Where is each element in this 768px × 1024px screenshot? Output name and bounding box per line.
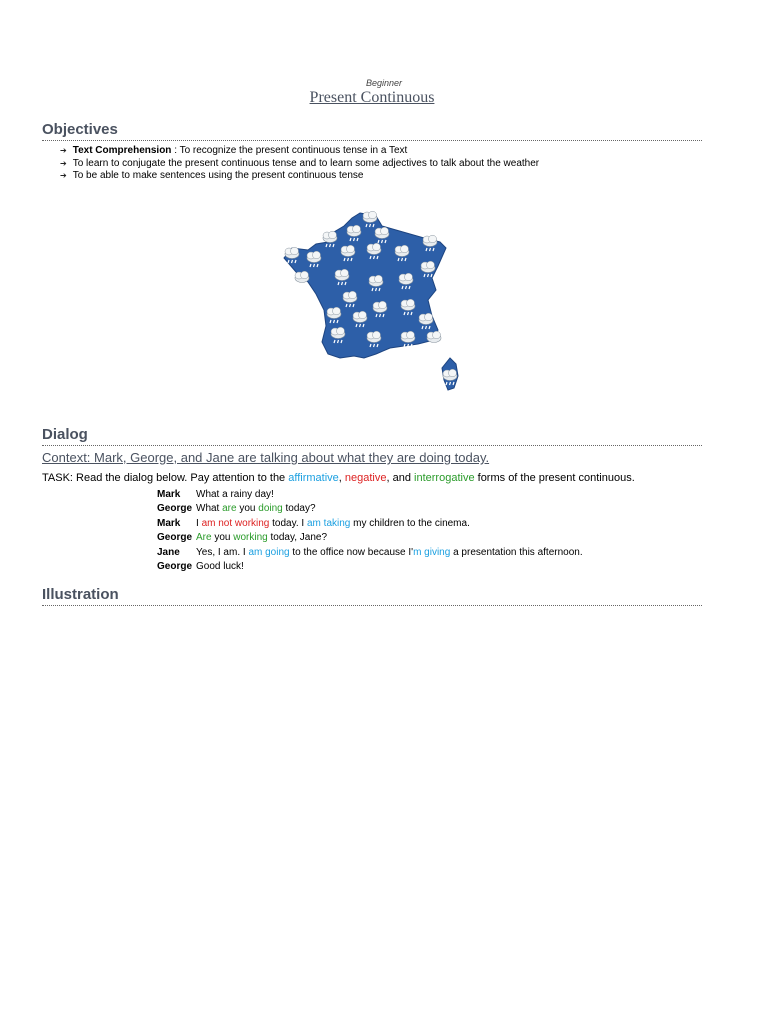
objectives-list (60, 145, 539, 183)
illustration-heading: Illustration (42, 586, 702, 606)
dialog-text: What a rainy day! (196, 488, 274, 500)
dialog-text: Yes, I am. I am going to the office now because I'm giving a presentation this afternoon. (196, 546, 583, 558)
page-title: Present Continuous (309, 89, 435, 106)
dialog-line (157, 531, 583, 546)
level-label: Beginner (365, 78, 403, 88)
interrogative-label: interrogative (414, 472, 475, 484)
france-shape (284, 213, 446, 358)
dialog-task: TASK: Read the dialog below. Pay attention to the affirmative, negative, and interrogative forms of the present continuous. (42, 472, 635, 484)
speaker-name: Mark (157, 517, 181, 529)
dialog-line (157, 487, 583, 502)
objective-text: To learn to conjugate the present continuous tense and to learn some adjectives to talk about the weather (72, 157, 540, 169)
affirmative-label: affirmative (288, 472, 339, 484)
dialog-line (157, 545, 583, 560)
dialog-lines (157, 487, 583, 574)
dialog-text: Are you working today, Jane? (196, 532, 328, 544)
arrow-bullet-icon: ➔ (60, 146, 67, 155)
dialog-heading: Dialog (42, 426, 702, 446)
dialog-text: What are you doing today? (196, 503, 316, 515)
dialog-context: Context: Mark, George, and Jane are talking about what they are doing today. (42, 450, 490, 465)
objective-item (60, 170, 539, 183)
objective-item (60, 145, 539, 158)
dialog-text: Good luck! (196, 561, 244, 573)
objective-bold: Text Comprehension (72, 145, 172, 156)
objective-text: : To recognize the present continuous tense in a Text (171, 145, 408, 156)
arrow-bullet-icon: ➔ (60, 158, 67, 168)
dialog-line (157, 516, 583, 531)
speaker-name: George (157, 503, 193, 515)
speaker-name: Jane (157, 546, 180, 558)
dialog-line (157, 502, 583, 517)
negative-label: negative (344, 472, 387, 484)
dialog-line (157, 560, 583, 575)
france-weather-map (278, 208, 464, 394)
dialog-text: I am not working today. I am taking my children to the cinema. (196, 517, 470, 529)
objective-text: To be able to make sentences using the present continuous tense (72, 170, 364, 181)
objective-item (60, 158, 539, 171)
objectives-heading: Objectives (42, 121, 702, 141)
speaker-name: George (157, 561, 193, 573)
arrow-bullet-icon: ➔ (60, 171, 67, 180)
speaker-name: Mark (157, 488, 181, 500)
speaker-name: George (157, 532, 193, 544)
